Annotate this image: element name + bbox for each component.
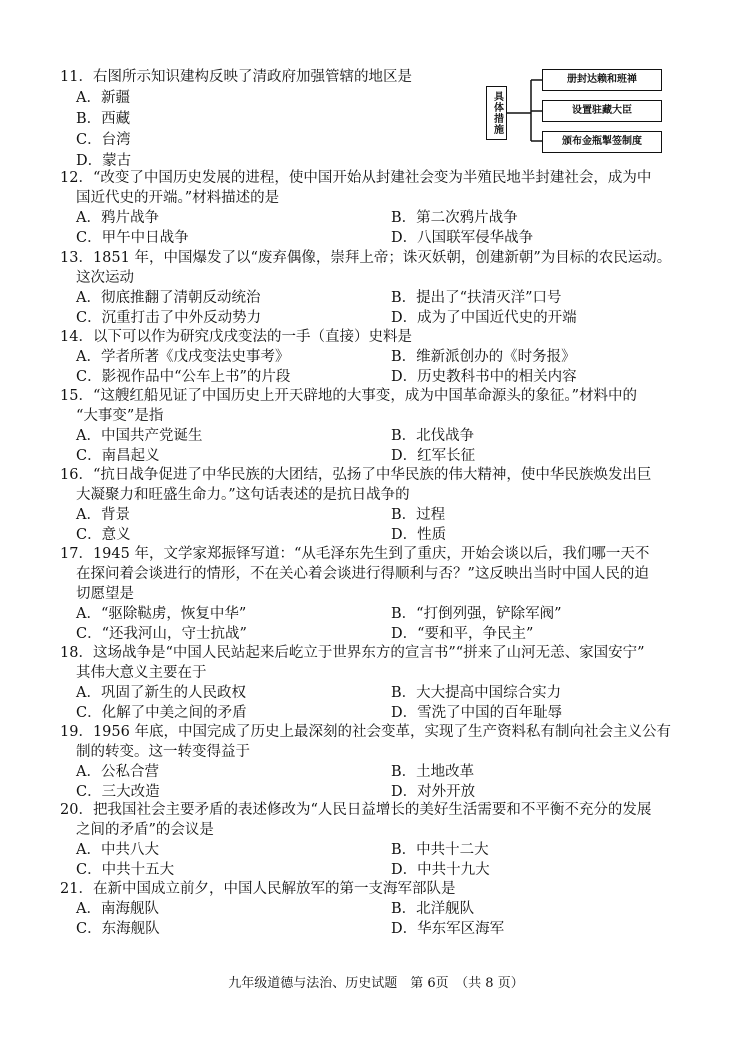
- option-b: B．第二次鸦片战争: [391, 210, 518, 226]
- option-a: A．巩固了新生的人民政权: [76, 685, 246, 701]
- question-stem: 15．“这艘红船见证了中国历史上开天辟地的大事变，成为中国革命源头的象征。”材料中的: [60, 388, 638, 404]
- question-stem: 18．这场战争是“中国人民站起来后屹立于世界东方的宣言书”“拼来了山河无恙、家国安宁”: [60, 645, 645, 661]
- question-stem: 切愿望是: [76, 586, 134, 602]
- option-c: C．南昌起义: [76, 448, 160, 464]
- option-c: C．中共十五大: [76, 862, 175, 878]
- question-stem: 20．把我国社会主要矛盾的表述修改为“人民日益增长的美好生活需要和不平衡不充分的发展: [60, 802, 652, 818]
- option-d: D．蒙古: [76, 153, 132, 169]
- option-b: B．北洋舰队: [391, 901, 475, 917]
- option-a: A．南海舰队: [76, 901, 159, 917]
- option-c: C．意义: [76, 527, 131, 543]
- question-stem: 制的转变。这一转变得益于: [76, 744, 250, 760]
- question-stem: 之间的矛盾”的会议是: [76, 822, 214, 838]
- question-stem: 13．1851 年，中国爆发了以“废弃偶像，崇拜上帝；诛灭妖朝，创建新朝”为目标的农民运动。: [60, 250, 672, 266]
- option-a: A．鸦片战争: [76, 210, 159, 226]
- option-c: C．“还我河山，守士抗战”: [76, 626, 247, 642]
- option-a: A．背景: [76, 507, 130, 523]
- question-stem: 17．1945 年，文学家郑振铎写道：“从毛泽东先生到了重庆，开始会谈以后，我们哪一天不: [60, 546, 650, 562]
- diagram-box-3: 颁布金瓶掣签制度: [542, 131, 662, 153]
- option-a: A．公私合营: [76, 764, 159, 780]
- question-stem: 16．“抗日战争促进了中华民族的大团结，弘扬了中华民族的伟大精神，使中华民族焕发出巨: [60, 467, 652, 483]
- option-a: A．新疆: [76, 90, 130, 106]
- option-a: A．“驱除鞑虏，恢复中华”: [76, 606, 247, 622]
- option-b: B．西藏: [76, 111, 131, 127]
- option-c: C．化解了中美之间的矛盾: [76, 705, 247, 721]
- option-c: C．影视作品中“公车上书”的片段: [76, 369, 291, 385]
- question-stem: “大事变”是指: [76, 408, 164, 424]
- question-stem: 在探问着会谈进行的情形，不在关心着会谈进行得顺利与否？”这反映出当时中国人民的迫: [76, 566, 649, 582]
- option-a: A．中国共产党诞生: [76, 428, 203, 444]
- option-d: D．雪洗了中国的百年耻辱: [391, 705, 563, 721]
- question-stem: 这次运动: [76, 270, 134, 286]
- option-c: C．甲午中日战争: [76, 230, 189, 246]
- option-c: C．东海舰队: [76, 921, 160, 937]
- question-stem: 大凝聚力和旺盛生命力。”这句话表述的是抗日战争的: [76, 487, 410, 503]
- option-d: D．“要和平，争民主”: [391, 626, 534, 642]
- page-footer: 九年级道德与法治、历史试题 第 6页 （共 8 页）: [228, 976, 524, 991]
- option-c: C．台湾: [76, 132, 131, 148]
- option-d: D．红军长征: [391, 448, 476, 464]
- question-stem: 21．在新中国成立前夕，中国人民解放军的第一支海军部队是: [60, 881, 456, 897]
- diagram-box-1: 册封达赖和班禅: [542, 69, 662, 91]
- option-a: A．彻底推翻了清朝反动统治: [76, 290, 261, 306]
- option-d: D．成为了中国近代史的开端: [391, 310, 577, 326]
- question-stem: 14．以下可以作为研究戊戌变法的一手（直接）史料是: [60, 329, 412, 345]
- question-stem: 19．1956 年底，中国完成了历史上最深刻的社会变革，实现了生产资料私有制向社会主义公有: [60, 724, 671, 740]
- diagram-box-2: 设置驻藏大臣: [542, 100, 662, 122]
- option-b: B．北伐战争: [391, 428, 475, 444]
- question-stem: 11．右图所示知识建构反映了清政府加强管辖的地区是: [60, 69, 412, 85]
- option-d: D．八国联军侵华战争: [391, 230, 534, 246]
- option-d: D．华东军区海军: [391, 921, 505, 937]
- question-stem: 国近代史的开端。”材料描述的是: [76, 190, 280, 206]
- option-b: B．中共十二大: [391, 842, 489, 858]
- option-d: D．中共十九大: [391, 862, 490, 878]
- option-a: A．学者所著《戊戌变法史事考》: [76, 349, 290, 365]
- question-stem: 12．“改变了中国历史发展的进程，使中国开始从封建社会变为半殖民地半封建社会，成为中: [60, 170, 652, 186]
- option-b: B．过程: [391, 507, 446, 523]
- option-b: B．提出了“扶清灭洋”口号: [391, 290, 562, 306]
- option-d: D．性质: [391, 527, 447, 543]
- option-b: B．“打倒列强，铲除军阀”: [391, 606, 562, 622]
- option-d: D．对外开放: [391, 784, 476, 800]
- diagram-main-node: 具体措施: [486, 86, 507, 140]
- knowledge-structure-diagram: [486, 68, 666, 154]
- option-b: B．大大提高中国综合实力: [391, 685, 562, 701]
- option-c: C．三大改造: [76, 784, 160, 800]
- option-b: B．维新派创办的《时务报》: [391, 349, 576, 365]
- option-c: C．沉重打击了中外反动势力: [76, 310, 262, 326]
- question-stem: 其伟大意义主要在于: [76, 665, 207, 681]
- option-d: D．历史教科书中的相关内容: [391, 369, 577, 385]
- option-b: B．土地改革: [391, 764, 475, 780]
- option-a: A．中共八大: [76, 842, 159, 858]
